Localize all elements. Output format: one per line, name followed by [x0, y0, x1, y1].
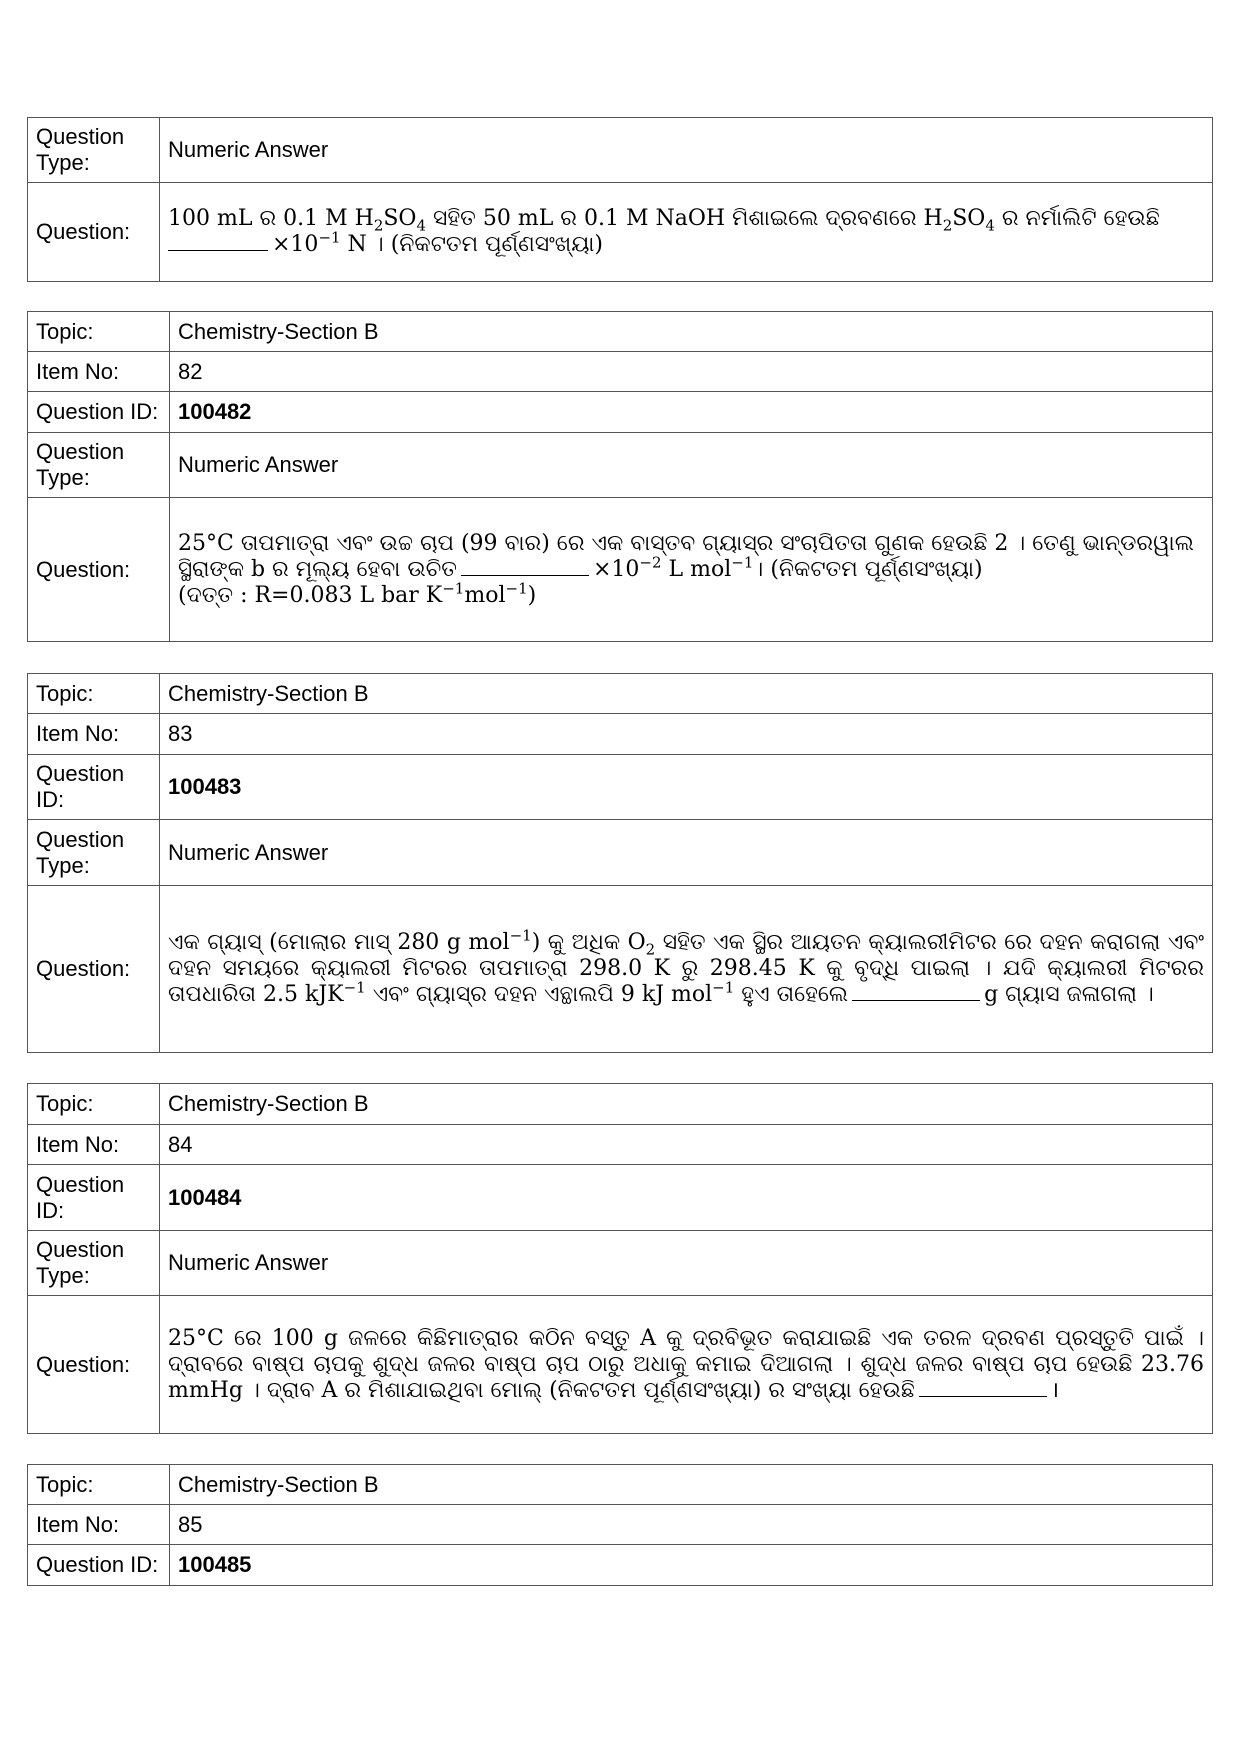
item-no-label: Item No:: [28, 714, 160, 755]
topic-value: Chemistry-Section B: [170, 312, 1213, 352]
question-type-label: Question Type:: [28, 820, 160, 886]
question-type-label: Question Type:: [28, 118, 160, 183]
topic-value: Chemistry-Section B: [170, 1465, 1213, 1505]
question-id-label: Question ID:: [28, 392, 170, 433]
answer-blank: [919, 1395, 1047, 1397]
question-id-value: 100485: [170, 1545, 1213, 1586]
question-id-value: 100484: [160, 1165, 1213, 1231]
topic-label: Topic:: [28, 674, 160, 714]
question-type-value: Numeric Answer: [160, 118, 1213, 183]
item-no-value: 85: [170, 1505, 1213, 1545]
question-type-value: Numeric Answer: [170, 433, 1213, 498]
item-no-label: Item No:: [28, 1125, 160, 1165]
answer-blank: [852, 999, 980, 1001]
question-label: Question:: [28, 183, 160, 282]
question-block-81: [27, 117, 1213, 282]
question-type-value: Numeric Answer: [160, 820, 1213, 886]
question-type-value: Numeric Answer: [160, 1231, 1213, 1296]
question-id-label: Question ID:: [28, 1165, 160, 1231]
topic-value: Chemistry-Section B: [160, 1084, 1213, 1125]
item-no-value: 84: [160, 1125, 1213, 1165]
topic-label: Topic:: [28, 312, 170, 352]
question-text: 25°C ରେ 100 g ଜଳରେ କିଛିମାତ୍ରାର କଠିନ ବସ୍ତୁ A କୁ ଦ୍ରବିଭୂତ କରାଯାଇଛି ଏକ ତରଳ ଦ୍ରବଣ ପ୍ରସ୍ତୁତି ପାଇଁ । ଦ୍ରାବରେ ବାଷ୍ପ ଚାପକୁ ଶୁଦ୍ଧ ଜଳର ବାଷ୍ପ ଚାପ ଠାରୁ ଅଧାକୁ କମାଇ ଦିଆଗଲା । ଶୁଦ୍ଧ ଜଳର ବାଷ୍ପ ଚାପ ହେଉଛି 23.76 mmHg । ଦ୍ରାବ A ର ମିଶାଯାଇଥିବା ମୋଲ୍ (ନିକଟତମ ପୂର୍ଣ୍ଣସଂଖ୍ୟା) ର ସଂଖ୍ୟା ହେଉଛି ।: [160, 1296, 1213, 1434]
answer-blank: [168, 249, 268, 251]
question-id-label: Question ID:: [28, 755, 160, 820]
question-block-84: [27, 1083, 1213, 1434]
question-id-value: 100482: [170, 392, 1213, 433]
question-label: Question:: [28, 1296, 160, 1434]
question-id-label: Question ID:: [28, 1545, 170, 1586]
answer-blank: [461, 574, 589, 576]
question-block-83: [27, 673, 1213, 1053]
item-no-label: Item No:: [28, 1505, 170, 1545]
question-type-label: Question Type:: [28, 433, 170, 498]
item-no-value: 82: [170, 352, 1213, 392]
question-type-label: Question Type:: [28, 1231, 160, 1296]
question-block-82: [27, 311, 1213, 642]
question-id-value: 100483: [160, 755, 1213, 820]
item-no-label: Item No:: [28, 352, 170, 392]
question-text: 25°C ତାପମାତ୍ରା ଏବଂ ଉଚ୍ଚ ଚାପ (99 ବାର) ରେ ଏକ ବାସ୍ତବ ଗ୍ୟାସ୍‌ର ସଂଚାପିତତା ଗୁଣକ ହେଉଛି 2 । ତେଣୁ ଭାନ୍‌ଡରୱାଲ ସ୍ଥିରାଙ୍କ b ର ମୂଲ୍ୟ ହେବା ଉଚିତ $\times 10^{-2}$ L mol$^{-1}$। (ନିକଟତମ ପୂର୍ଣ୍ଣସଂଖ୍ୟା) (ଦତ୍ତ : R=0.083 L bar $K^{-1}mol^{-1}$): [170, 498, 1213, 642]
question-label: Question:: [28, 498, 170, 642]
topic-value: Chemistry-Section B: [160, 674, 1213, 714]
question-text: ଏକ ଗ୍ୟାସ୍ (ମୋଲାର ମାସ୍ 280 g mol$^{-1}$) କୁ ଅଧିକ $O_2$ ସହିତ ଏକ ସ୍ଥିର ଆୟତନ କ୍ୟାଲରୀମିଟର ରେ ଦହନ କରାଗଲା ଏବଂ ଦହନ ସମୟରେ କ୍ୟାଲରୀ ମିଟରର ତାପମାତ୍ରା 298.0 K ରୁ 298.45 K କୁ ବୃଦ୍ଧି ପାଇଲା । ଯଦି କ୍ୟାଲରୀ ମିଟରର ତାପଧାରିତା 2.5 kJK$^{-1}$ ଏବଂ ଗ୍ୟାସ୍‌ର ଦହନ ଏନ୍ଥାଲପି 9 kJ mol$^{-1}$ ହୁଏ ତାହେଲେ g ଗ୍ୟାସ ଜଳାଗଲା ।: [160, 886, 1213, 1053]
item-no-value: 83: [160, 714, 1213, 755]
question-text: 100 mL ର 0.1 M $H_2SO_4$ ସହିତ 50 mL ର 0.1 M NaOH ମିଶାଇଲେ ଦ୍ରବଣରେ $H_2SO_4$ ର ନର୍ମାଲିଟି ହେଉଛି $\times 10^{-1}$ N । (ନିକଟତମ ପୂର୍ଣ୍ଣସଂଖ୍ୟା): [160, 183, 1213, 282]
topic-label: Topic:: [28, 1084, 160, 1125]
topic-label: Topic:: [28, 1465, 170, 1505]
question-block-85: [27, 1464, 1213, 1586]
question-label: Question:: [28, 886, 160, 1053]
